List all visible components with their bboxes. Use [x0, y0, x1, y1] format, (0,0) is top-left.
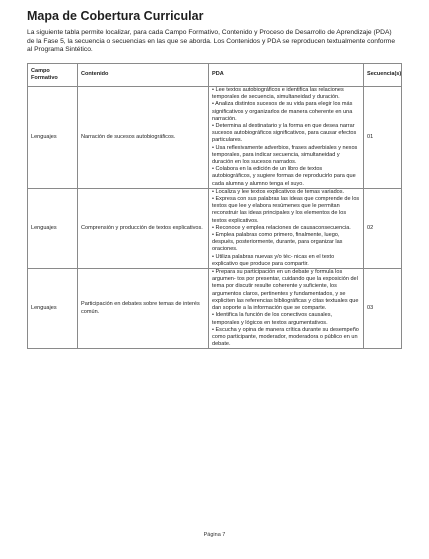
pda-item: • Expresa con sus palabras las ideas que comprende de los textos que lee y elabora resúmenes que le permitan reconstruir las ideas principales y los elementos de los textos explicativos. [212, 196, 360, 224]
curriculum-table [27, 63, 402, 349]
header-contenido: Contenido [78, 64, 209, 87]
contenido-cell: Comprensión y producción de textos explicativos. [78, 188, 209, 268]
pda-item: • Escucha y opina de manera crítica durante su desempeño como participante, moderador, moderadora o público en un debate. [212, 326, 359, 348]
header-campo-formativo: Campo Formativo [28, 64, 78, 87]
table-row [28, 188, 402, 268]
pda-item: • Analiza distintos sucesos de su vida para elegir los más significativos y organizarlos de manera coherente en una narración. [212, 101, 353, 122]
pda-cell [209, 188, 364, 268]
pda-item: • Reconoce y emplea relaciones de causaconsecuencia. [212, 224, 351, 231]
campo-cell: Lenguajes [28, 188, 78, 268]
contenido-cell: Participación en debates sobre temas de interés común. [78, 269, 209, 349]
pda-cell [209, 269, 364, 349]
pda-item: • Localiza y lee textos explicativos de temas variados. [212, 188, 345, 195]
pda-cell [209, 87, 364, 189]
header-secuencias: Secuencia(s) [364, 64, 402, 87]
header-pda: PDA [209, 64, 364, 87]
page-number: Página 7 [203, 532, 226, 538]
intro-paragraph: La siguiente tabla permite localizar, para cada Campo Formativo, Contenido y Proceso de Desarrollo de Aprendizaje (PDA) de la Fase 5, la secuencia o secuencias en las que se aborda. Los Contenidos y PDA se reproducen textualmente conforme al Programa Sintético. [27, 29, 396, 54]
table-row [28, 87, 402, 189]
secuencia-cell: 01 [364, 87, 402, 189]
page-title: Mapa de Cobertura Curricular [27, 9, 204, 23]
secuencia-cell: 02 [364, 188, 402, 268]
pda-item: • Emplea palabras como primero, finalmente, luego, después, posteriormente, durante, para organizar las oraciones. [212, 232, 343, 253]
campo-cell: Lenguajes [28, 269, 78, 349]
pda-item: • Colabora en la edición de un libro de textos autobiográficos, y sugiere formas de reproducirlo para que cada alumna y alumno tenga el suyo. [212, 166, 356, 187]
secuencia-cell: 03 [364, 269, 402, 349]
pda-item: • Determina al destinatario y la forma en que desea narrar sucesos autobiográficos significativos, para causar efectos particulares. [212, 123, 357, 144]
table-row [28, 269, 402, 349]
pda-item: • Usa reflexivamente adverbios, frases adverbiales y nexos temporales, para indicar secuencia, simultaneidad y duración en los sucesos narrados. [212, 144, 358, 166]
campo-cell: Lenguajes [28, 87, 78, 189]
pda-item: • Lee textos autobiográficos e identifica las relaciones temporales de secuencia, simultaneidad y duración. [212, 87, 344, 101]
table-header-row [28, 64, 402, 87]
pda-item: • Identifica la función de los conectivos causales, temporales y lógicos en textos argumentativos. [212, 312, 333, 326]
pda-item: • Prepara su participación en un debate y formula los argumen- tos por presentar, cuidando que la exposición del tema por discutir resulte coherente y suficiente, los argumentos claros, pertinentes y fundamentados, y se expliciten las referencias bibliográficas y citas textuales que dan soporte a la información que se comparte. [212, 269, 359, 312]
contenido-cell: Narración de sucesos autobiográficos. [78, 87, 209, 189]
pda-item: • Utiliza palabras nuevas y/o téc- nicas en el texto explicativo que produce para compartir. [212, 253, 335, 267]
